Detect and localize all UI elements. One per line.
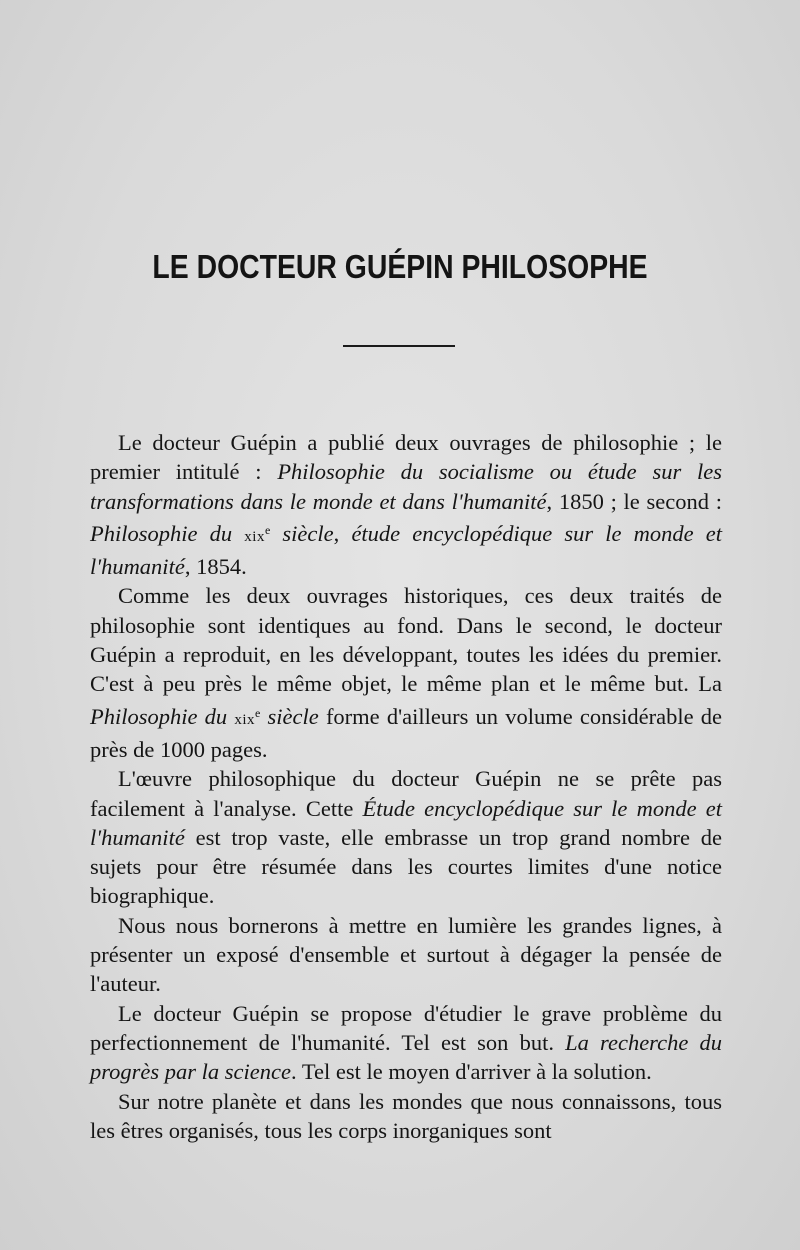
- century-numeral: xix: [234, 711, 256, 728]
- text-run: L'œuvre philosophique du docteur Guépin ne se prête pas facilement à l'analyse. Cette: [90, 766, 722, 821]
- paragraph-5: [90, 999, 722, 1087]
- italic-title: siècle: [260, 703, 319, 729]
- text-run: , 1850 ; le second :: [546, 488, 722, 514]
- text-run: est trop vaste, elle embrasse un trop grand nombre de sujets pour être résumée dans les courtes limites d'une notice biographique.: [90, 824, 722, 909]
- text-run: . Tel est le moyen d'arriver à la solution.: [291, 1059, 652, 1085]
- italic-title: Philosophie du: [90, 520, 245, 546]
- paragraph-2: [90, 581, 722, 764]
- title-divider: [343, 345, 455, 347]
- italic-phrase: La recherche du progrès par la science: [90, 1029, 722, 1085]
- text-run: Le docteur Guépin se propose d'étudier le grave problème du perfectionnement de l'humanité. Tel est son but.: [90, 1000, 722, 1055]
- paragraph-6: [90, 1087, 722, 1146]
- page-title: LE DOCTEUR GUÉPIN PHILOSOPHE: [152, 248, 648, 285]
- text-run: Sur notre planète et dans les mondes que nous connaissons, tous les êtres organisés, tous les corps inorganiques sont: [90, 1088, 722, 1143]
- century-superscript: e: [255, 705, 261, 720]
- text-run: ,: [333, 520, 352, 546]
- text-run: Le docteur Guépin a publié deux ouvrages de philosophie ; le premier intitulé :: [90, 430, 722, 485]
- paragraph-1: [90, 428, 722, 581]
- century-superscript: e: [264, 522, 271, 537]
- century-numeral: xix: [244, 528, 265, 545]
- text-run: Nous nous bornerons à mettre en lumière les grandes lignes, à présenter un exposé d'ensemble et surtout à dégager la pensée de l'auteur.: [90, 912, 722, 997]
- italic-title: étude encyclopédique sur le monde et l'humanité: [90, 520, 723, 580]
- italic-title: Philosophie du: [90, 703, 235, 729]
- paragraph-4: [90, 911, 722, 999]
- italic-title: Étude encyclopédique sur le monde et l'humanité: [90, 795, 722, 850]
- text-run: Comme les deux ouvrages historiques, ces deux traités de philosophie sont identiques au fond. Dans le second, le docteur Guépin a reproduit, en les développant, toutes les idées du premier. C'est à peu près le même objet, le même plan et le même but. La: [90, 583, 722, 697]
- body-text: [90, 428, 722, 1145]
- paragraph-3: [90, 764, 722, 910]
- text-run: forme d'ailleurs un volume considérable de près de 1000 pages.: [90, 703, 723, 762]
- italic-title: siècle: [270, 520, 334, 546]
- text-run: , 1854.: [184, 554, 247, 580]
- italic-title: Philosophie du socialisme ou étude sur les transformations dans le monde et dans l'humanité: [90, 459, 722, 514]
